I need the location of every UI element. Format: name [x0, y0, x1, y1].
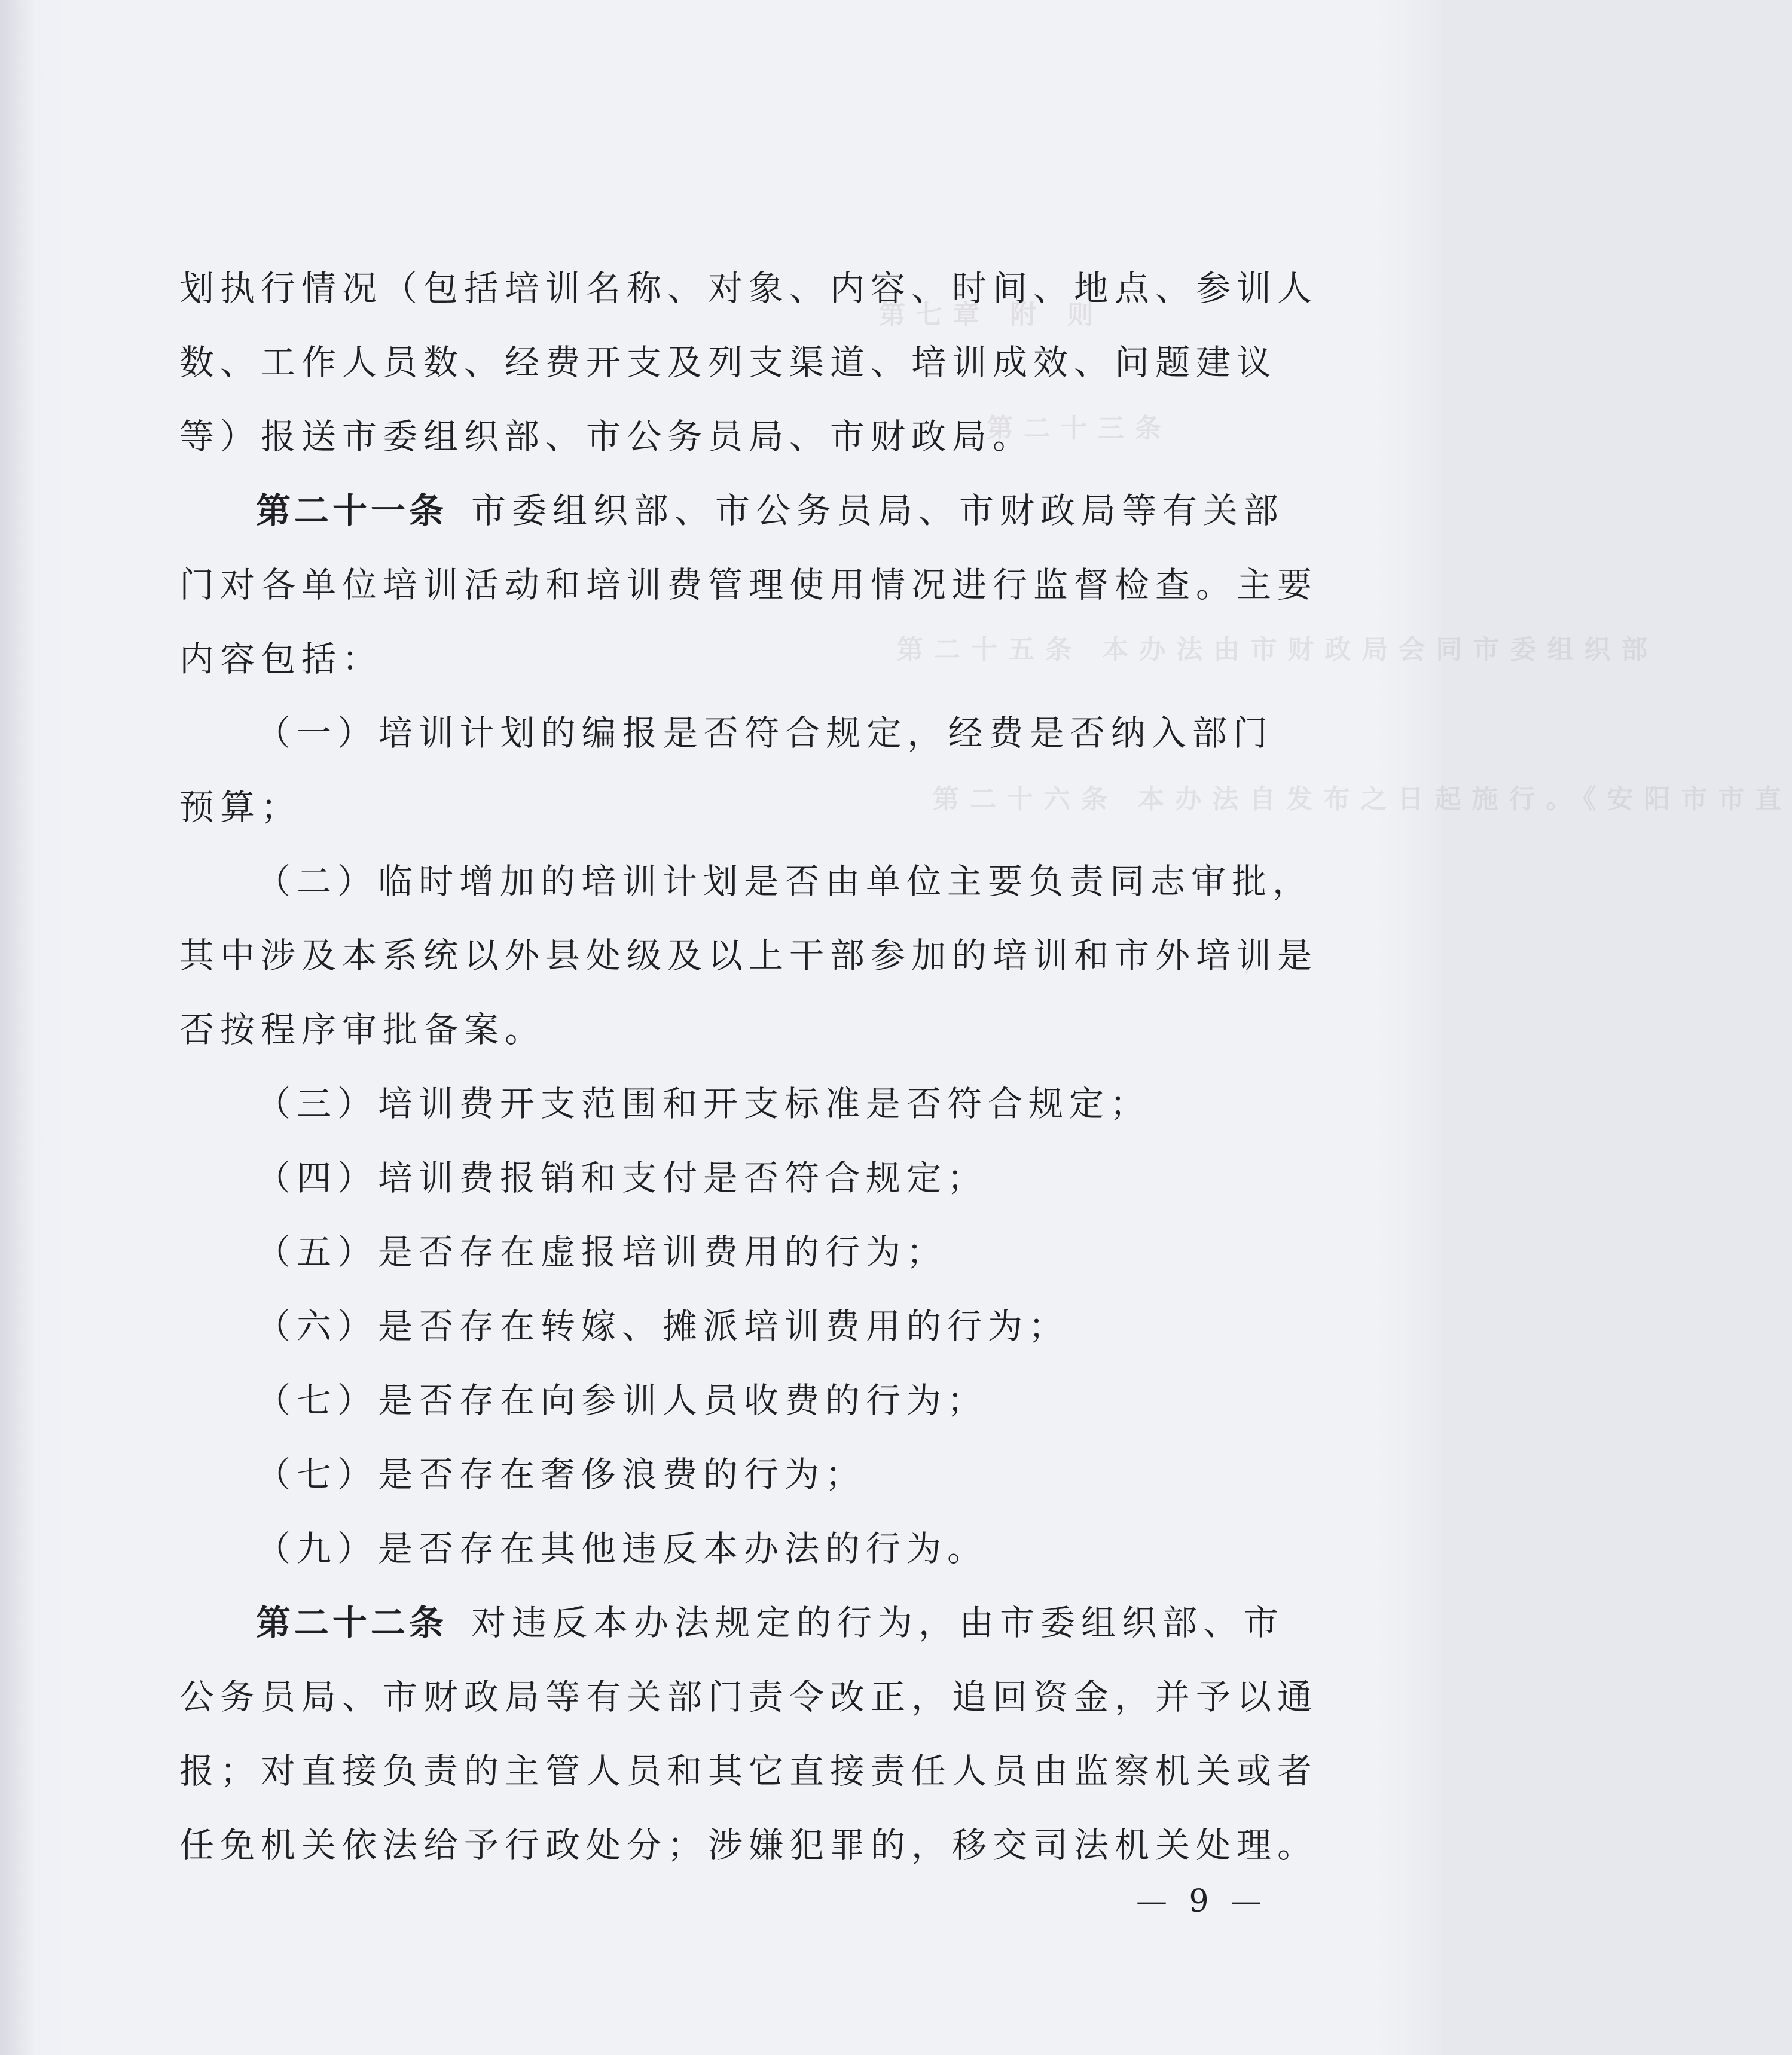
body-line: 公务员局、市财政局等有关部门责令改正，追回资金，并予以通 [179, 1677, 1318, 1717]
list-item: （五）是否存在虚报培训费用的行为； [256, 1232, 948, 1272]
article-heading: 第二十一条 [256, 490, 448, 531]
body-line: 等）报送市委组织部、市公务员局、市财政局。 [179, 416, 1034, 457]
document-page: 第七章 附 则 第二十三条 第二十五条 本办法由市财政局会同市委组织部 第二十六条 本办法自发布之日起施行。《安阳市市直 划执行情况（包括培训名称、对象、内容、时间、地点、参训人 数、工作人员数、经费开支及列支渠道、培训成效、问题建议 等）报送市委组织部、市公务员局、市财政局。 第二十一条 市委组织部、市公务员局、市财政局等有关部 门对各单位培训活动和培训费管理使用情况进行监督检查。主要 内容包括： （一）培训计划的编报是否符合规定，经费是否纳入部门 预算； （二）临时增加的培训计划是否由单位主要负责同志审批， 其中涉及本系统以外县处级及以上干部参加的培训和市外培训是 否按程序审批备案。 （三）培训费开支范围和开支标准是否符合规定； （四）培训费报销和支付是否符合规定； （五）是否存在虚报培训费用的行为； （六）是否存在转嫁、摊派培训费用的行为； （七）是否存在向参训人员收费的行为； （七）是否存在奢侈浪费的行为； （九）是否存在其他违反本办法的行为。 第二十二条 对违反本办法规定的行为，由市委组织部、市 公务员局、市财政局等有关部门责令改正，追回资金，并予以通 报；对直接负责的主管人员和其它直接责任人员由监察机关或者 任免机关依法给予行政处分；涉嫌犯罪的，移交司法机关处理。 — 9 — [0, 0, 1441, 2055]
body-line: 数、工作人员数、经费开支及列支渠道、培训成效、问题建议 [179, 342, 1278, 383]
body-line: 报；对直接负责的主管人员和其它直接责任人员由监察机关或者 [179, 1751, 1318, 1791]
list-item: （一）培训计划的编报是否符合规定，经费是否纳入部门 [256, 713, 1274, 753]
article-heading: 第二十二条 [256, 1602, 448, 1643]
article-22-first-line [179, 1586, 1285, 1660]
body-line: 其中涉及本系统以外县处级及以上干部参加的培训和市外培训是 [179, 935, 1318, 976]
body-line: 划执行情况（包括培训名称、对象、内容、时间、地点、参训人 [179, 268, 1318, 309]
body-line: 内容包括： [179, 639, 383, 679]
body-line: 任免机关依法给予行政处分；涉嫌犯罪的，移交司法机关处理。 [179, 1825, 1318, 1865]
article-text: 市委组织部、市公务员局、市财政局等有关部 [471, 490, 1285, 531]
list-item: （六）是否存在转嫁、摊派培训费用的行为； [256, 1306, 1070, 1346]
list-item: （三）培训费开支范围和开支标准是否符合规定； [256, 1083, 1151, 1124]
list-item: （七）是否存在向参训人员收费的行为； [256, 1380, 988, 1421]
list-item: （四）培训费报销和支付是否符合规定； [256, 1158, 988, 1198]
body-line: 预算； [179, 787, 302, 828]
body-line: 门对各单位培训活动和培训费管理使用情况进行监督检查。主要 [179, 564, 1318, 605]
page-number: — 9 — [1136, 1883, 1268, 1919]
list-item: （九）是否存在其他违反本办法的行为。 [256, 1528, 988, 1569]
list-item: （七）是否存在奢侈浪费的行为； [256, 1454, 866, 1495]
article-text: 对违反本办法规定的行为，由市委组织部、市 [471, 1602, 1285, 1643]
article-21-first-line [179, 474, 1285, 548]
list-item: （二）临时增加的培训计划是否由单位主要负责同志审批， [256, 861, 1314, 902]
document-body [179, 251, 1318, 1882]
body-line: 否按程序审批备案。 [179, 1009, 546, 1050]
